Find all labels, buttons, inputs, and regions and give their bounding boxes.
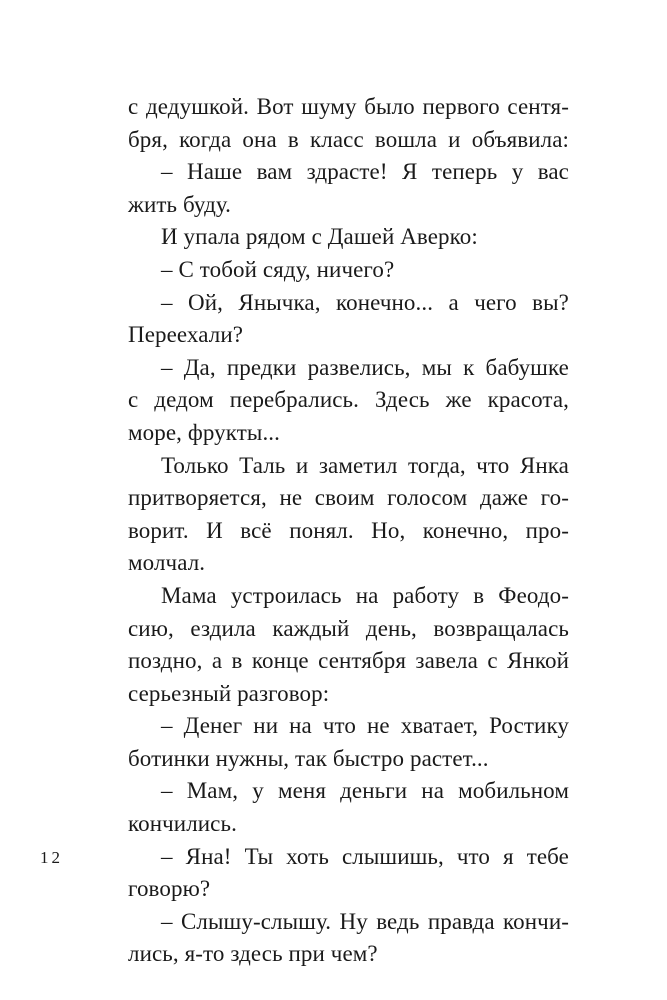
- text-line: жить буду.: [128, 191, 232, 217]
- text-line: Переехали?: [128, 322, 244, 348]
- text-line: – Яна! Ты хоть слышишь, что я тебе: [161, 843, 569, 869]
- text-line: лись, я-то здесь при чем?: [128, 941, 378, 967]
- text-line: – Мам, у меня деньги на мобильном: [161, 778, 569, 804]
- text-line: притворяется, не своим голосом даже го-: [128, 485, 569, 511]
- page-number: 12: [40, 848, 63, 867]
- text-line: поздно, а в конце сентября завела с Янкой: [128, 648, 569, 674]
- body-text: [128, 91, 569, 971]
- text-line: сию, ездила каждый день, возвращалась: [128, 615, 569, 641]
- text-line: Только Таль и заметил тогда, что Янка: [161, 452, 569, 478]
- text-line: море, фрукты...: [128, 419, 280, 445]
- text-line: – Да, предки развелись, мы к бабушке: [161, 354, 569, 380]
- text-line: с дедушкой. Вот шуму было первого сентя-: [128, 94, 569, 119]
- text-line: – Ой, Янычка, конечно... а чего вы?: [161, 289, 569, 315]
- text-line: – С тобой сяду, ничего?: [161, 256, 395, 282]
- text-line: с дедом перебрались. Здесь же красота,: [128, 387, 569, 413]
- text-line: – Наше вам здрасте! Я теперь у вас: [161, 159, 569, 185]
- text-line: – Слышу-слышу. Ну ведь правда кончи-: [161, 908, 569, 934]
- text-line: молчал.: [128, 550, 206, 576]
- text-line: кончились.: [128, 811, 237, 837]
- text-line: говорю?: [128, 876, 211, 902]
- text-line: И упала рядом с Дашей Аверко:: [161, 224, 478, 250]
- text-line: серьезный разговор:: [128, 680, 330, 706]
- text-line: бря, когда она в класс вошла и объявила:: [128, 126, 569, 152]
- text-line: Мама устроилась на работу в Феодо-: [161, 582, 569, 608]
- text-line: – Денег ни на что не хватает, Ростику: [161, 713, 569, 739]
- text-line: ботинки нужны, так быстро растет...: [128, 745, 489, 771]
- text-line: ворит. И всё понял. Но, конечно, про-: [128, 517, 569, 543]
